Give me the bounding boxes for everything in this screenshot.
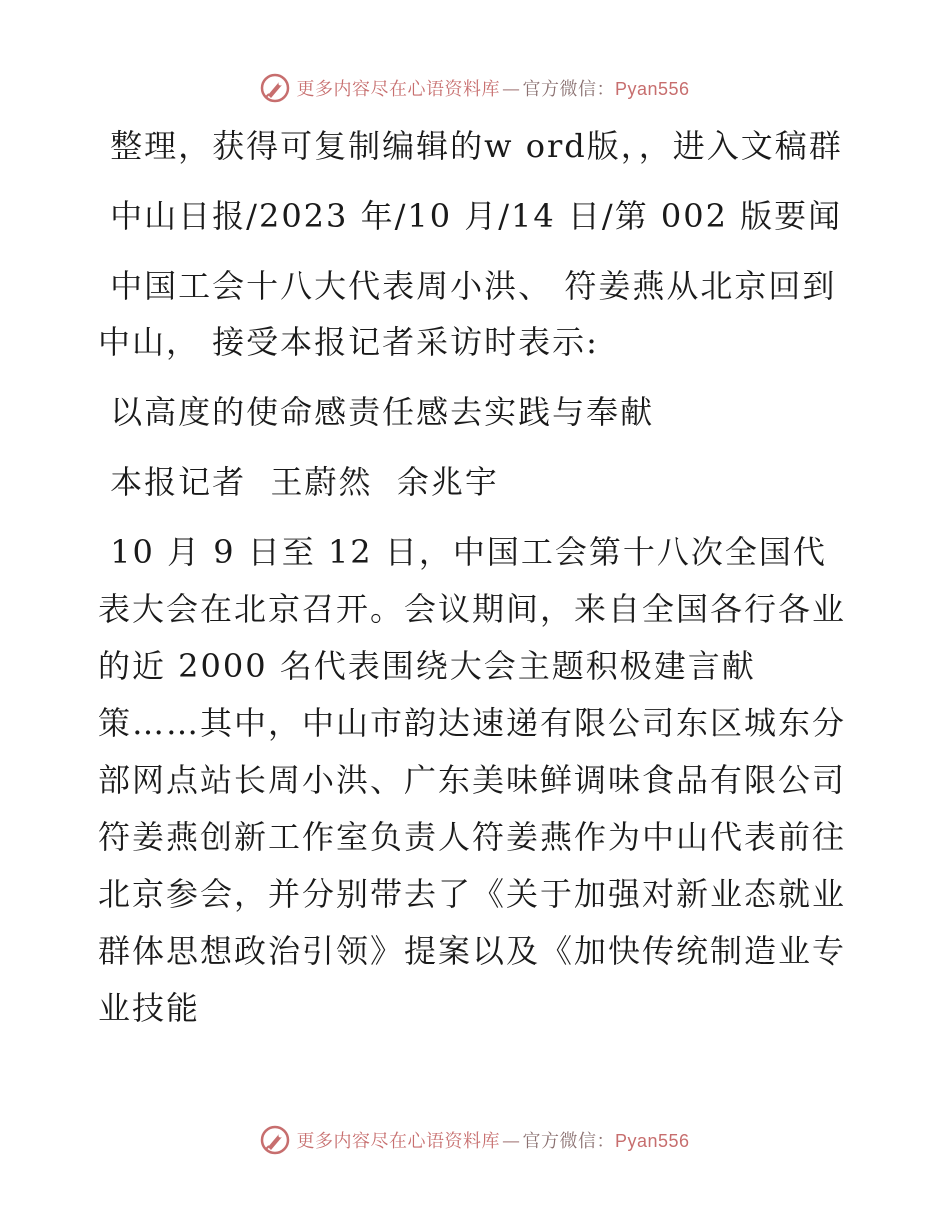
document-body bbox=[98, 118, 850, 1037]
paragraph-kicker: 中国工会十八大代表周小洪、 符姜燕从北京回到中山， 接受本报记者采访时表示: bbox=[98, 267, 837, 361]
watermark-dash: — bbox=[501, 1131, 521, 1152]
watermark-site-name: 更多内容尽在心语资料库 bbox=[296, 1131, 500, 1152]
watermark-site-name: 更多内容尽在心语资料库 bbox=[296, 79, 500, 100]
watermark-text bbox=[296, 1127, 689, 1153]
pen-nib-logo-icon bbox=[260, 73, 290, 103]
paragraph-source-line: 中山日报/2023 年/10 月/14 日/第 002 版要闻 bbox=[98, 197, 843, 235]
paragraph-byline: 本报记者 王蔚然 余兆宇 bbox=[98, 463, 499, 501]
paragraph-body: 10 月 9 日至 12 日，中国工会第十八次全国代表大会在北京召开。会议期间，来自全国各行各业的近 2000 名代表围绕大会主题积极建言献策……其中，中山市韵达速递有限公司东区城东分部网点站长周小洪、广东美味鲜调味食品有限公司符姜燕创新工作室负责人符姜燕作为中山代表前往北京参会，并分别带去了《关于加强对新业态就业群体思想政治引领》提案以及《加快传统制造业专业技能 bbox=[98, 533, 847, 1027]
watermark-wechat-label: 官方微信： bbox=[522, 1131, 615, 1152]
paragraph-note: 整理，获得可复制编辑的w ord版，，进入文稿群 bbox=[98, 127, 843, 165]
footer-watermark bbox=[0, 1120, 950, 1160]
watermark-wechat-id: Pyan556 bbox=[614, 1131, 690, 1151]
watermark-wechat-label: 官方微信： bbox=[522, 79, 615, 100]
watermark-text bbox=[296, 75, 689, 101]
pen-nib-logo-icon bbox=[260, 1125, 290, 1155]
watermark-wechat-id: Pyan556 bbox=[614, 79, 690, 99]
watermark-dash: — bbox=[501, 79, 521, 100]
header-watermark bbox=[0, 68, 950, 108]
paragraph-headline: 以高度的使命感责任感去实践与奉献 bbox=[98, 393, 655, 431]
